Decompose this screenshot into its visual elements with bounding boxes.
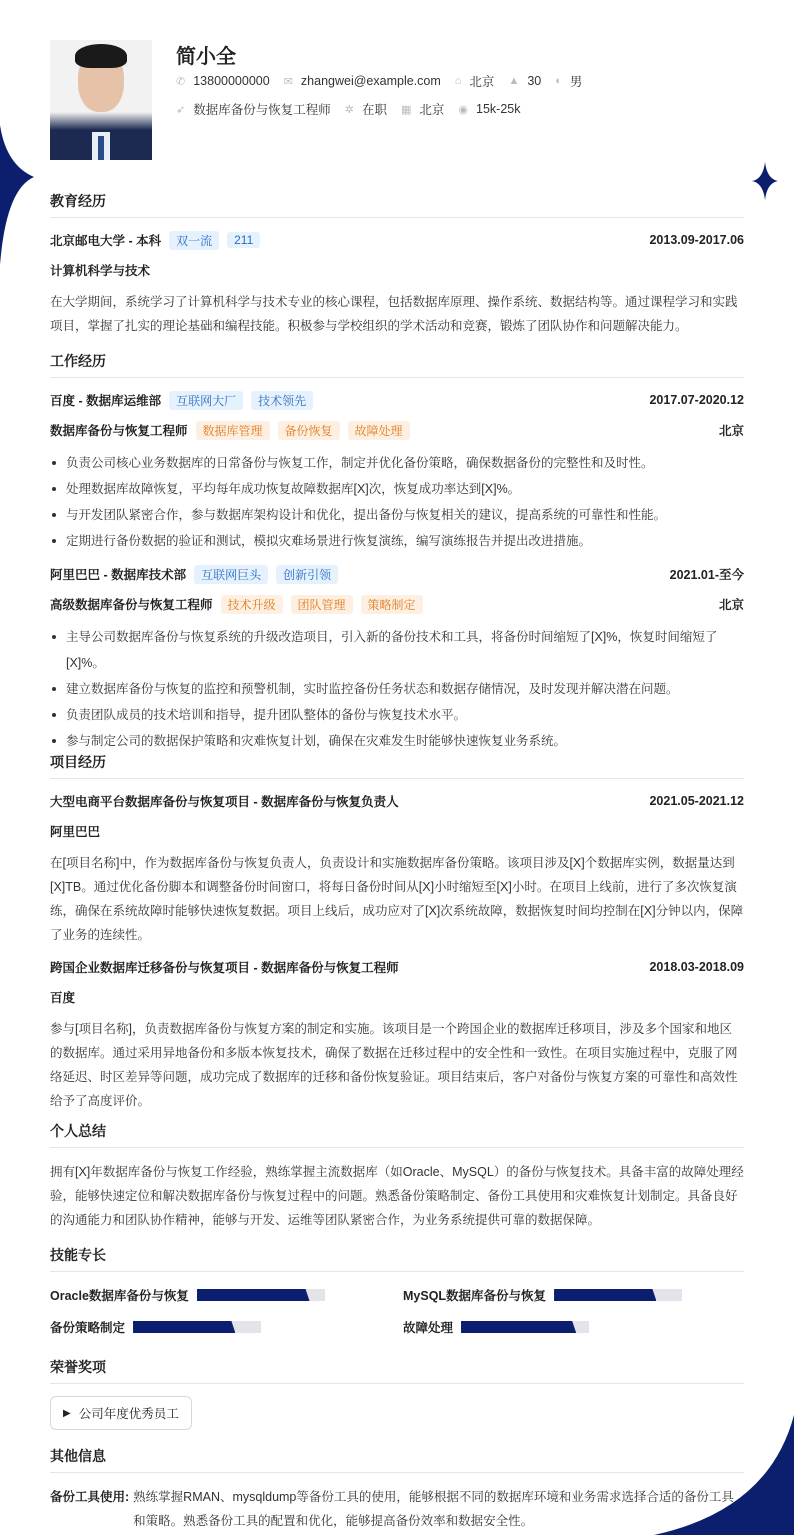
- avatar: [50, 40, 152, 160]
- skill-item: Oracle数据库备份与恢复: [50, 1286, 325, 1304]
- gender-icon: ◐: [555, 75, 562, 87]
- skill-bar-fill: [133, 1321, 235, 1333]
- honors-section: 荣誉奖项 ▶ 公司年度优秀员工: [50, 1357, 744, 1430]
- contact-row: ✆ 13800000000 ✉ zhangwei@example.com ⌂ 北京 ▲ 30 ◐ 男: [176, 74, 583, 89]
- summary-section: 个人总结 拥有[X]年数据库备份与恢复工作经验，熟练掌握主流数据库（如Oracle、MySQL）的备份与恢复技术。具备丰富的故障处理经验，能够快速定位和解决数据库备份与恢复过程中的问题。熟悉备份策略制定、备份工具使用和灾难恢复计划制定。具备良好的沟通能力和团队协作精神，能够与开发、运维等团队紧密合作，为业务系统提供可靠的数据保障。: [50, 1123, 744, 1227]
- send-icon: ➶: [176, 103, 186, 116]
- candidate-name: 简小全: [176, 46, 236, 68]
- email-icon: ✉: [283, 75, 293, 88]
- skill-bar-fill: [197, 1289, 310, 1301]
- skill-bar: [197, 1289, 325, 1301]
- projects-section: 项目经历 大型电商平台数据库备份与恢复项目 - 数据库备份与恢复负责人 2021.05-2021.12 阿里巴巴 在[项目名称]中，作为数据库备份与恢复负责人，负责设计和实施数据库备份策略。该项目涉及[X]个数据库实例，数据量达到[X]TB。通过优化备份脚本和调整备份时间窗口，将每日备份时间从[X]小时缩短至[X]小时。在项目上线前，进行了多次恢复演练，确保在系统故障时能够快速恢复数据。项目上线后，成功应对了[X]次系统故障，数据恢复时间均控制在[X]分钟以内，保障了业务的连续性。 跨国企业数据库迁移备份与恢复项目 - 数据库备份与恢复工程师 2018.03-2018.09 百度 参与[项目名称]，负责数据库备份与恢复方案的制定和实施。该项目是一个跨国企业的数据库迁移项目，涉及多个国家和地区的数据库。通过采用异地备份和多版本恢复技术，确保了数据在迁移过程中的安全性和一致性。在项目实施过程中，克服了网络延迟、时区差异等问题，成功完成了数据库的迁移和备份恢复验证。项目结束后，客户对备份与恢复方案的可靠性和高效性给予了高度评价。: [50, 754, 744, 1108]
- job-entry: 百度 - 数据库运维部 互联网大厂 技术领先 2017.07-2020.12 数据库备份与恢复工程师 数据库管理 备份恢复 故障处理 北京 负责公司核心业务数据库的日常备份与恢复工作，制定并优化备份策略，确保数据备份的完整性和及时性。 处理数据库故障恢复，平均每年成功恢复故障数据库[X]次，恢复成功率达到[X]%。 与开发团队紧密合作，参与数据库架构设计和优化，提出备份与恢复相关的建议，提高系统的可靠性和性能。 定期进行备份数据的验证和测试，模拟灾难场景进行恢复演练，编写演练报告并提出改进措施。: [50, 390, 744, 554]
- skill-item: 故障处理: [403, 1318, 589, 1336]
- job-entry: 阿里巴巴 - 数据库技术部 互联网巨头 创新引领 2021.01-至今 高级数据库备份与恢复工程师 技术升级 团队管理 策略制定 北京 主导公司数据库备份与恢复系统的升级改造项目，引入新的备份技术和工具，将备份时间缩短了[X]%，恢复时间缩短了[X]%。 建立数据库备份与恢复的监控和预警机制，实时监控备份任务状态和数据存储情况，及时发现并解决潜在问题。 负责团队成员的技术培训和指导，提升团队整体的备份与恢复技术水平。 参与制定公司的数据保护策略和灾难恢复计划，确保在灾难发生时能够快速恢复业务系统。: [50, 564, 744, 754]
- phone-icon: ✆: [176, 75, 186, 88]
- decorative-shape: [0, 125, 40, 265]
- education-section: 教育经历 北京邮电大学 - 本科 双一流 211 2013.09-2017.06 计算机科学与技术 在大学期间，系统学习了计算机科学与技术专业的核心课程，包括数据库原理、操作系统、数据结构等。通过课程学习和实践项目，掌握了扎实的理论基础和编程技能。积极参与学校组织的学术活动和竞赛，锻炼了团队协作和问题解决能力。: [50, 193, 744, 333]
- award-item[interactable]: ▶ 公司年度优秀员工: [50, 1396, 192, 1430]
- skill-item: 备份策略制定: [50, 1318, 261, 1336]
- skill-bar-fill: [554, 1289, 656, 1301]
- work-section: 工作经历 百度 - 数据库运维部 互联网大厂 技术领先 2017.07-2020.12 数据库备份与恢复工程师 数据库管理 备份恢复 故障处理 北京 负责公司核心业务数据库的日常备份与恢复工作，制定并优化备份策略，确保数据备份的完整性和及时性。 处理数据库故障恢复，平均每年成功恢复故障数据库[X]次，恢复成功率达到[X]%。 与开发团队紧密合作，参与数据库架构设计和优化，提出备份与恢复相关的建议，提高系统的可靠性和性能。 定期进行备份数据的验证和测试，模拟灾难场景进行恢复演练，编写演练报告并提出改进措施。 阿里巴巴 - 数据库技术部 互联网巨头 创新引领 2021.01-至今 高级数据库备份与恢复工程师 技术升级 团队管理 策略制定 北京 主导公司数据库备份与恢复系统的升级改造项目，引入新的备份技术和工具，将备份时间缩短了[X]%，恢复时间缩短了[X]%。 建立数据库备份与恢复的监控和预警机制，实时监控备份任务状态和数据存储情况，及时发现并解决潜在问题。 负责团队成员的技术培训和指导，提升团队整体的备份与恢复技术水平。 参与制定公司的数据保护策略和灾难恢复计划，确保在灾难发生时能够快速恢复业务系统。: [50, 351, 744, 754]
- skills-section: 技能专长 Oracle数据库备份与恢复 MySQL数据库备份与恢复 备份策略制定 故障处理: [50, 1245, 744, 1344]
- triangle-right-icon: ▶: [63, 1407, 71, 1419]
- other-section: 其他信息 备份工具使用: 熟练掌握RMAN、mysqldump等备份工具的使用，能够根据不同的数据库环境和业务需求选择合适的备份工具和策略。熟悉备份工具的配置和优化，能够提高备份效率和数据安全性。: [50, 1446, 744, 1533]
- building-icon: ▦: [400, 103, 412, 116]
- skill-bar: [133, 1321, 261, 1333]
- skill-item: MySQL数据库备份与恢复: [403, 1286, 682, 1304]
- skill-bar-fill: [461, 1321, 576, 1333]
- age-icon: ▲: [508, 75, 520, 87]
- skill-bar: [554, 1289, 682, 1301]
- status-icon: ✲: [344, 103, 354, 116]
- job-intent-row: ➶ 数据库备份与恢复工程师 ✲ 在职 ▦ 北京 ◉ 15k-25k: [176, 102, 521, 117]
- home-icon: ⌂: [454, 75, 462, 87]
- star-decoration-icon: [752, 162, 778, 200]
- salary-icon: ◉: [458, 103, 468, 116]
- skill-bar: [461, 1321, 589, 1333]
